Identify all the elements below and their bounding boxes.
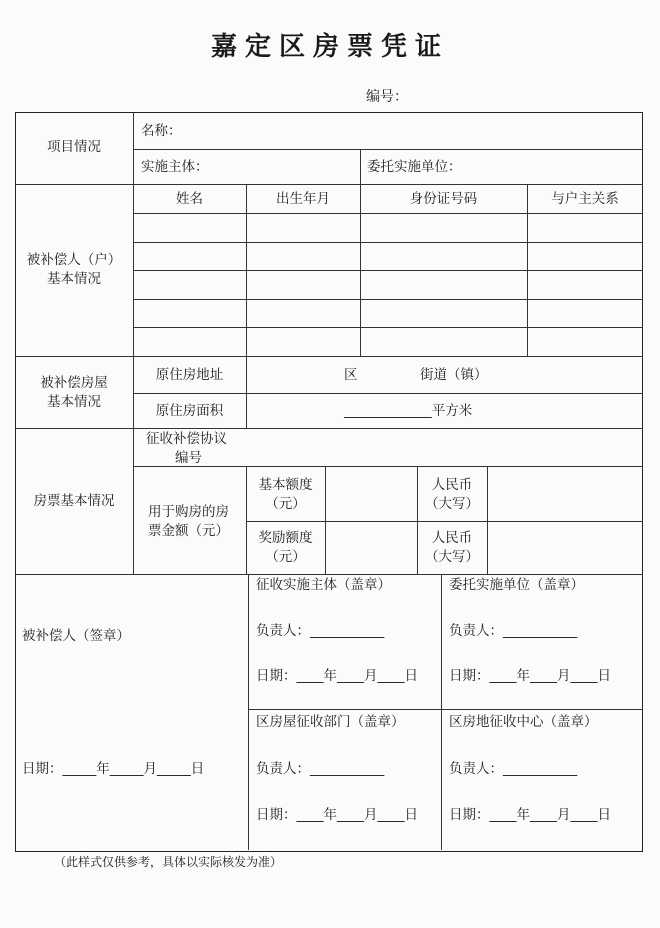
rmb-label: 人民币 xyxy=(431,530,473,546)
divider-project xyxy=(15,184,643,185)
persons-row-line xyxy=(133,242,643,243)
area-label: 原住房面积 xyxy=(155,403,224,419)
persons-section-label: 基本情况 xyxy=(47,271,101,287)
center-person-in-charge: 负责人：___________ xyxy=(449,761,578,777)
base-amount-label: 基本额度 xyxy=(258,477,313,493)
rmb-label: （大写） xyxy=(425,496,479,512)
persons-row-line xyxy=(133,270,643,271)
compensated-signature-label: 被补偿人（签章） xyxy=(22,628,130,644)
signature-col-divider xyxy=(248,574,249,850)
center-date: 日期：____年____月____日 xyxy=(449,807,611,823)
persons-col-line xyxy=(246,184,247,356)
house-section-label: 基本情况 xyxy=(47,394,101,410)
project-section-label: 项目情况 xyxy=(47,139,101,155)
district-text: 区 xyxy=(344,367,358,383)
rmb-label: （大写） xyxy=(425,549,479,565)
label-column-divider xyxy=(133,112,134,574)
center-seal-label: 区房地征收中心（盖章） xyxy=(449,714,598,730)
implementer-person-in-charge: 负责人：___________ xyxy=(256,623,385,639)
implementer-date: 日期：____年____月____日 xyxy=(256,668,418,684)
ticket-col-divider xyxy=(487,466,488,574)
project-name-label: 名称： xyxy=(141,123,182,139)
rmb-label: 人民币 xyxy=(431,477,473,493)
signature-col-divider xyxy=(441,574,442,850)
form-frame xyxy=(15,112,643,852)
house-row-divider xyxy=(133,393,643,394)
ticket-col-divider xyxy=(325,466,326,574)
persons-row-line xyxy=(133,327,643,328)
persons-header-name: 姓名 xyxy=(176,191,203,207)
ticket-amount-label: 用于购房的房 xyxy=(148,504,229,520)
project-row-divider xyxy=(133,149,643,150)
implementer-label: 实施主体： xyxy=(141,159,209,175)
district-dept-date: 日期：____年____月____日 xyxy=(256,807,418,823)
reward-amount-label: （元） xyxy=(265,549,306,565)
reward-amount-label: 奖励额度 xyxy=(258,530,313,546)
persons-col-line xyxy=(527,184,528,356)
persons-header-relation: 与户主关系 xyxy=(551,191,619,207)
area-value: _____________平方米 xyxy=(344,403,473,419)
entrusted-person-in-charge: 负责人：___________ xyxy=(449,623,578,639)
entrusted-date: 日期：____年____月____日 xyxy=(449,668,611,684)
serial-number-label: 编号： xyxy=(366,89,408,105)
persons-header-birth: 出生年月 xyxy=(276,191,330,207)
document-title: 嘉定区房票凭证 xyxy=(210,32,449,62)
address-label: 原住房地址 xyxy=(155,367,224,383)
district-dept-seal-label: 区房屋征收部门（盖章） xyxy=(256,714,405,730)
compensated-date: 日期：_____年_____月_____日 xyxy=(22,761,205,777)
ticket-amount-label: 票金额（元） xyxy=(148,523,229,539)
ticket-section-label: 房票基本情况 xyxy=(33,493,115,509)
district-dept-person-in-charge: 负责人：___________ xyxy=(256,761,385,777)
persons-col-line xyxy=(360,184,361,356)
divider-persons xyxy=(15,356,643,357)
street-text: 街道（镇） xyxy=(420,367,488,383)
persons-section-label: 被补偿人（户） xyxy=(26,252,122,268)
entrusted-seal-label: 委托实施单位（盖章） xyxy=(449,577,584,593)
house-section-label: 被补偿房屋 xyxy=(40,375,108,391)
signature-row-divider xyxy=(248,709,643,710)
house-col-divider xyxy=(246,356,247,428)
agreement-number-label: 编号 xyxy=(175,450,202,466)
agreement-number-label: 征收补偿协议 xyxy=(146,431,227,447)
implementer-seal-label: 征收实施主体（盖章） xyxy=(256,577,391,593)
divider-house xyxy=(15,428,643,429)
persons-header-id: 身份证号码 xyxy=(409,191,478,207)
ticket-amount-divider xyxy=(246,521,643,522)
persons-row-line xyxy=(133,299,643,300)
footnote: （此样式仅供参考，具体以实际核发为准） xyxy=(54,855,283,869)
ticket-row-divider xyxy=(133,466,643,467)
base-amount-label: （元） xyxy=(265,496,306,512)
divider-ticket xyxy=(15,574,643,575)
persons-row-line xyxy=(133,213,643,214)
project-col-divider xyxy=(360,149,361,184)
entrusted-unit-label: 委托实施单位： xyxy=(367,159,462,175)
